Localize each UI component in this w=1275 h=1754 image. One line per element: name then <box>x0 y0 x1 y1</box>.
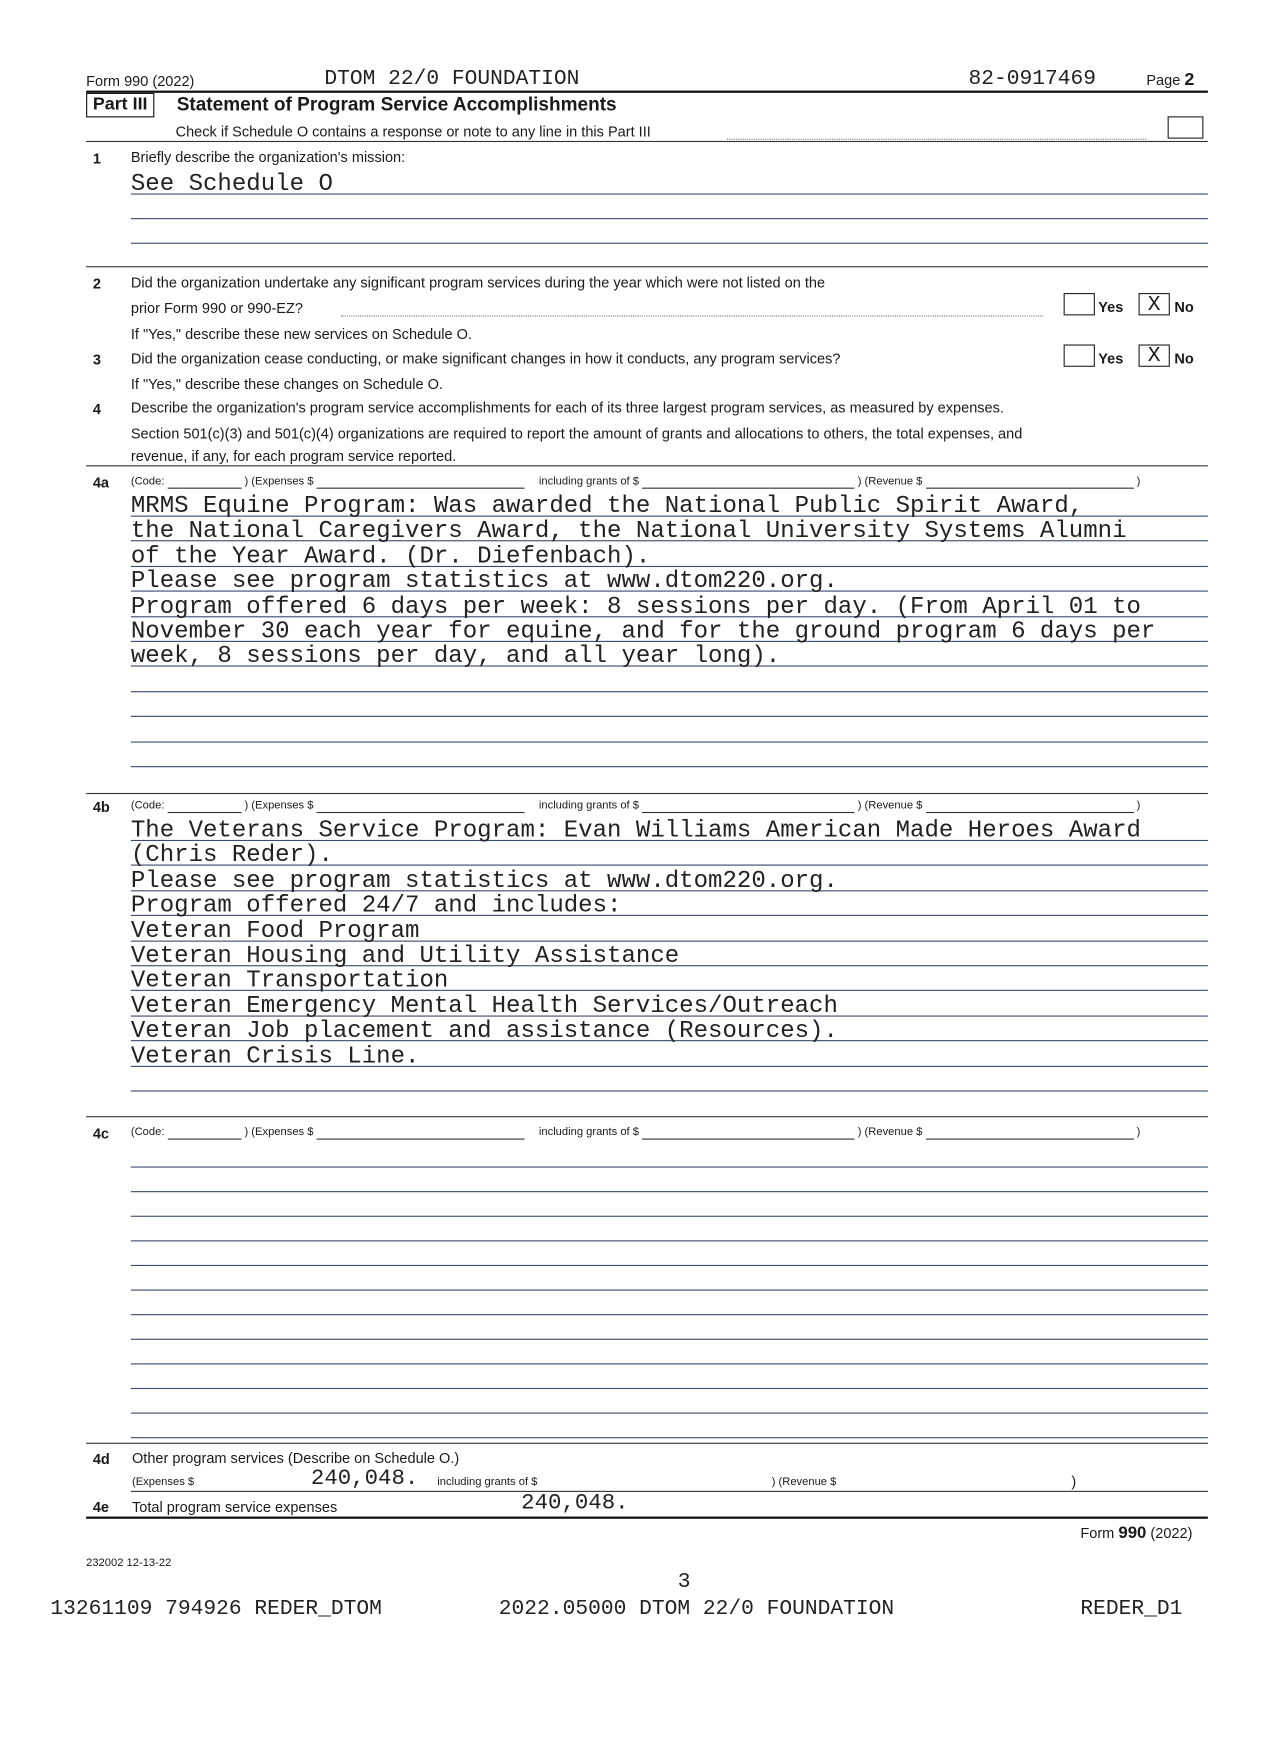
description-text: week, 8 sessions per day, and all year long). <box>130 643 781 671</box>
description-line[interactable] <box>131 1066 1208 1092</box>
description-text: (Chris Reder). <box>130 842 333 870</box>
expenses-field[interactable] <box>317 801 525 813</box>
q4d-grants-label: including grants of $ <box>437 1476 538 1489</box>
q3-text: Did the organization cease conducting, or make significant changes in how it conducts, any program services? <box>130 350 841 367</box>
description-text: Veteran Crisis Line. <box>130 1043 420 1070</box>
description-text: Program offered 6 days per week: 8 sessions per day. (From April 01 to <box>130 593 1141 621</box>
grants-field[interactable] <box>642 1127 854 1139</box>
form-number: Form 990 (2022) <box>86 72 195 90</box>
description-line[interactable] <box>130 566 1208 596</box>
description-line[interactable] <box>131 691 1208 717</box>
q4d-number: 4d <box>92 1450 110 1468</box>
q4e-text: Total program service expenses <box>131 1498 338 1516</box>
description-line[interactable] <box>131 1290 1208 1316</box>
description-line[interactable] <box>130 966 1208 995</box>
description-line[interactable] <box>130 815 1208 845</box>
description-text: Veteran Transportation <box>130 967 449 995</box>
description-line[interactable] <box>130 865 1208 895</box>
program-header-row: (Code: ) (Expenses $ including grants of $ ) (Revenue $ ) <box>130 1126 1141 1139</box>
description-line[interactable] <box>130 916 1208 945</box>
expenses-field[interactable] <box>317 1127 525 1139</box>
description-line[interactable] <box>130 591 1208 621</box>
description-line[interactable] <box>131 1216 1208 1242</box>
code-field[interactable] <box>168 801 242 813</box>
program-number: 4b <box>92 798 110 816</box>
description-line[interactable] <box>131 1191 1208 1217</box>
description-line[interactable] <box>130 941 1208 970</box>
ein: 82-0917469 <box>968 65 1097 91</box>
q3-note: If "Yes," describe these changes on Schedule O. <box>130 375 443 393</box>
description-line[interactable] <box>130 1016 1208 1045</box>
q4e-value[interactable]: 240,048. <box>521 1490 629 1517</box>
description-line[interactable] <box>130 491 1208 521</box>
divider <box>86 1443 1208 1444</box>
description-line[interactable] <box>131 1166 1208 1192</box>
description-line[interactable] <box>131 1142 1208 1168</box>
description-text: the National Caregivers Award, the National University Systems Alumni <box>130 518 1127 546</box>
q4-text-2: Section 501(c)(3) and 501(c)(4) organizations are required to report the amount of grants and allocations to others, the total expenses, and <box>130 424 1023 442</box>
description-text: Please see program statistics at www.dtom220.org. <box>130 867 838 895</box>
part-title: Statement of Program Service Accomplishments <box>176 93 617 116</box>
description-text: Please see program statistics at www.dtom220.org. <box>130 568 838 596</box>
description-line[interactable] <box>131 1388 1208 1414</box>
part-label: Part III <box>86 93 154 118</box>
q3-number: 3 <box>92 351 101 368</box>
description-line[interactable] <box>130 991 1208 1020</box>
schedule-o-check-text: Check if Schedule O contains a response or note to any line in this Part III <box>175 123 651 140</box>
description-text: Veteran Job placement and assistance (Resources). <box>130 1017 838 1045</box>
q4d-expenses-label: (Expenses $ <box>131 1476 195 1489</box>
revenue-field[interactable] <box>925 476 1133 488</box>
description-text: November 30 each year for equine, and for the ground program 6 days per <box>130 618 1156 646</box>
mission-field[interactable] <box>130 169 1208 198</box>
program-header-row: (Code: ) (Expenses $ including grants of $ ) (Revenue $ ) <box>130 475 1141 488</box>
program-number: 4c <box>92 1125 110 1142</box>
q4-text-3: revenue, if any, for each program service reported. <box>130 447 457 465</box>
description-line[interactable] <box>130 840 1208 870</box>
description-text: The Veterans Service Program: Evan Williams American Made Heroes Award <box>130 817 1141 845</box>
q3-no-label: No <box>1174 350 1194 367</box>
divider <box>86 91 1208 93</box>
page-label: Page <box>1146 71 1181 89</box>
description-text: of the Year Award. (Dr. Diefenbach). <box>130 543 651 571</box>
code-field[interactable] <box>168 1127 242 1139</box>
description-line[interactable] <box>131 1339 1208 1365</box>
description-line[interactable] <box>131 1314 1208 1340</box>
q2-no-label: No <box>1174 298 1194 316</box>
footer-right: REDER_D1 <box>1080 1595 1183 1621</box>
page-sequence: 3 <box>677 1569 691 1594</box>
description-line[interactable] <box>130 890 1208 920</box>
q2-yes-label: Yes <box>1098 298 1124 316</box>
q1-text: Briefly describe the organization's mission: <box>130 148 406 166</box>
q2-number: 2 <box>92 275 101 292</box>
q2-text: Did the organization undertake any significant program services during the year which were not listed on the <box>130 274 826 291</box>
description-text: Veteran Food Program <box>130 917 420 945</box>
description-line[interactable] <box>131 741 1208 767</box>
q4-text: Describe the organization's program service accomplishments for each of its three largest program services, as measured by expenses. <box>130 399 1004 417</box>
org-name: DTOM 22/0 FOUNDATION <box>324 65 580 91</box>
q4d-text: Other program services (Describe on Schedule O.) <box>131 1449 460 1467</box>
description-line[interactable] <box>131 1240 1208 1266</box>
page-number: 2 <box>1184 70 1195 90</box>
revenue-field[interactable] <box>925 1127 1133 1139</box>
q4d-expenses-value[interactable]: 240,048. <box>310 1466 419 1492</box>
q4e-number: 4e <box>92 1498 110 1516</box>
description-line[interactable] <box>131 1363 1208 1389</box>
q4-number: 4 <box>92 400 101 418</box>
q2-no-checkbox[interactable]: X <box>1139 293 1170 315</box>
q1-number: 1 <box>92 149 101 167</box>
divider <box>86 793 1208 794</box>
description-line[interactable] <box>131 666 1208 692</box>
schedule-o-checkbox[interactable] <box>1168 116 1204 138</box>
q4d-revenue-label: ) (Revenue $ <box>771 1476 837 1489</box>
q3-no-checkbox[interactable]: X <box>1139 344 1170 366</box>
description-text: Veteran Housing and Utility Assistance <box>130 942 680 970</box>
description-line[interactable] <box>130 616 1208 646</box>
description-line[interactable] <box>130 641 1208 671</box>
description-line[interactable] <box>130 516 1208 546</box>
description-text: Veteran Emergency Mental Health Services/Outreach <box>130 992 838 1020</box>
footer-center: 2022.05000 DTOM 22/0 FOUNDATION <box>498 1595 895 1621</box>
form-990-page-2: Form 990 (2022) DTOM 22/0 FOUNDATION 82-0917469 Page 2 Part III Statement of Program Service Accomplishments Check if Schedule O contains a response or note to any line in this Part III 1 Briefly describe the organization's mission: See Schedule O 2 Did the organization undertake any significant program services during the year which were not listed on the prior Form 990 or 990-EZ? Yes X No If "Yes," describe these new services on Schedule O. 3 Did the organization cease conducting, or make significant changes in how it conducts, any program services? Yes X No If "Yes," describe these changes on Schedule O. 4 Describe the organization's program service accomplishments for each of its three largest program services, as measured by expenses. Section 501(c)(3) and 501(c)(4) organizations are required to report the amount of grants and allocations to others, the total expenses, and revenue, if any, for each program service reported. 4a (Code: ) (Expenses $ including grants of $ ) (Revenue $ ) MRMS Equine Program: Was awarded the National Public Spirit Award, the National Caregivers Award, the National University Systems Alumni of the Year Award. (Dr. Diefenbach). Please see program statistics at www.dtom220.org. Program offered 6 days per week: 8 sessions per day. (From April 01 to November 30 each year for equine, and for the ground program 6 days per week, 8 sessions per day, and all year long). 4b (Code: ) (Expenses $ including grants of $ ) (Revenue $ ) The Veterans Service Program: Evan Williams American Made Heroes Award (Chris Reder). Please see program statistics at www.dtom220.org. Program offered 24/7 and includes: Veteran Food Program Veteran Housing and Utility Assistance Veteran Transportation Veteran Emergency Mental Health Services/Outreach Veteran Job placement and assistance (Resources). Veteran Crisis Line. 4c (Code: ) (Expenses $ including grants of $ ) (Revenue $ ) 4d Other program services (Describe on Schedule O.) (Expenses $ 240,048. including grants of $ ) (Revenue $ ) 4e Total program service expenses 240,048. Form 990 (2022) 232002 12-13-22 3 13261109 794926 REDER_DTOM 2022.05000 DTOM 22/0 FOUNDATION REDER_D1 <box>0 0 1275 1754</box>
q2-text-2: prior Form 990 or 990-EZ? <box>130 299 303 317</box>
code-field[interactable] <box>168 476 242 488</box>
grants-field[interactable] <box>642 476 854 488</box>
program-header-row: (Code: ) (Expenses $ including grants of $ ) (Revenue $ ) <box>130 799 1141 812</box>
grants-field[interactable] <box>642 801 854 813</box>
description-text: Program offered 24/7 and includes: <box>130 892 622 920</box>
footer-left: 13261109 794926 REDER_DTOM <box>50 1595 382 1621</box>
description-line[interactable] <box>131 716 1208 742</box>
form-code: 232002 12-13-22 <box>86 1556 172 1570</box>
divider <box>86 1116 1208 1117</box>
q3-yes-checkbox[interactable] <box>1064 344 1095 366</box>
description-line[interactable] <box>130 541 1208 571</box>
q3-yes-label: Yes <box>1098 350 1124 367</box>
program-number: 4a <box>92 474 110 491</box>
description-text: MRMS Equine Program: Was awarded the National Public Spirit Award, <box>130 493 1084 521</box>
description-line[interactable] <box>131 1265 1208 1291</box>
revenue-field[interactable] <box>925 801 1133 813</box>
mission-answer: See Schedule O <box>130 171 333 198</box>
q2-note: If "Yes," describe these new services on Schedule O. <box>130 325 472 343</box>
description-line[interactable] <box>131 1413 1208 1439</box>
expenses-field[interactable] <box>317 476 525 488</box>
description-line[interactable] <box>130 1041 1208 1070</box>
q2-yes-checkbox[interactable] <box>1064 293 1095 315</box>
